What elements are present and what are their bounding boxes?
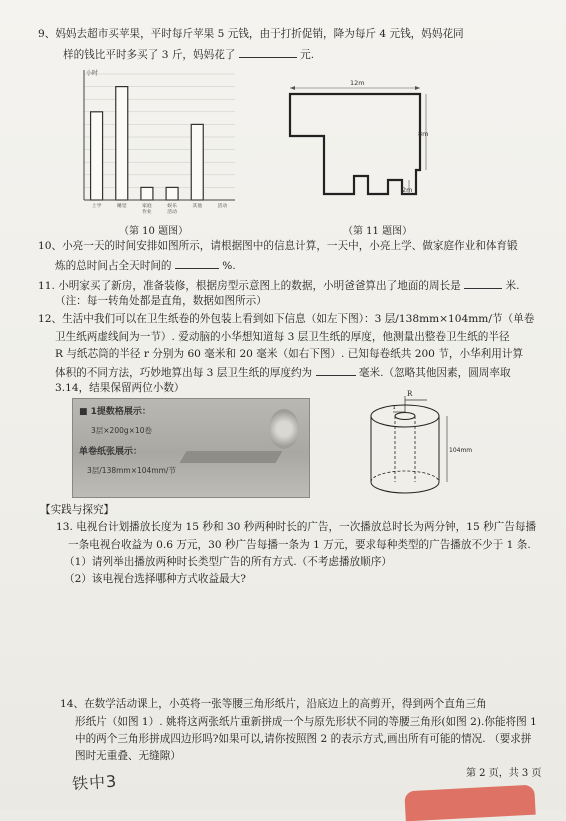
bar-1 — [116, 87, 128, 200]
category-label: 活动 — [167, 210, 177, 215]
q9-line1: 9、妈妈去超市买苹果，平时每斤苹果 5 元钱，由于打折促销，降为每斤 4 元钱，妈妈花同 — [38, 28, 464, 40]
q11-line1 — [38, 277, 520, 293]
q12-line5: 3.14，结果保留两位小数） — [55, 382, 185, 394]
q11-text: 11. 小明家买了新房，准备装修，根据房型示意图上的数据，小明爸爸算出了地面的周长是 — [38, 280, 461, 292]
height-label: 8m — [418, 130, 429, 138]
q13-part2: （2）该电视台选择哪种方式收益最大? — [64, 573, 246, 585]
section-header: 【实践与探究】 — [40, 504, 115, 516]
photo-label-1: ■ 1提数格展示： — [79, 407, 151, 417]
q12-text-2: 毫米.（忽略其他因素，圆周率取 — [358, 367, 511, 379]
outer-bottom-arc — [371, 482, 439, 493]
arrow-right-icon — [415, 86, 420, 90]
q11-answer-blank[interactable] — [464, 277, 502, 289]
category-label: 睡觉 — [116, 204, 127, 209]
q12-line2: 卫生纸两虚线间为一节）. 爱动脑的小华想知道每 3 层卫生纸的厚度，他测量出整卷卫生纸的半径 — [55, 331, 510, 343]
q13-part1: （1）请列举出播放两种时长类型广告的所有方式.（不考虑播放顺序） — [64, 556, 392, 568]
bar-2 — [141, 187, 153, 200]
q12-answer-blank[interactable] — [316, 364, 356, 376]
q13-line2: 一条电视台收益为 0.6 万元，30 秒广告每播一条为 1 万元，要求每种类型的广告播放不少于 1 条. — [68, 539, 531, 551]
tissue-package-photo — [72, 398, 310, 498]
q12-line1: 12、生活中我们可以在卫生纸卷的外包装上看到如下信息（如左下图）：3 层/138mm×104mm/节（单卷 — [38, 313, 535, 325]
bar-0 — [91, 112, 103, 200]
fig10-caption: （第 10 题图） — [119, 226, 189, 237]
r-label: r — [393, 403, 397, 411]
photo-spec-2: 3层/138mm×104mm/节 — [87, 466, 176, 475]
height-label: 104mm — [449, 447, 473, 454]
q10-answer-blank[interactable] — [175, 257, 219, 269]
handwritten-signature: 铁中3 — [71, 771, 118, 794]
q9-line2 — [63, 46, 314, 62]
q11-note: （注：每一转角处都是直角，数据如图所示） — [55, 295, 267, 307]
fig11-caption: （第 11 题图） — [343, 226, 413, 237]
fig11-floor-plan — [284, 72, 434, 212]
q14-line1: 14、在数学活动课上，小英将一张等腰三角形纸片，沿底边上的高剪开，得到两个直角三角 — [60, 698, 487, 710]
category-label: 活动 — [217, 204, 228, 209]
q10-line1: 10、小亮一天的时间安排如图所示，请根据图中的信息计算，一天中，小亮上学、做家庭作业和体育锻 — [38, 240, 518, 252]
chart-bars — [91, 87, 204, 200]
q13-line1: 13. 电视台计划播放长度为 15 秒和 30 秒两种时长的广告，一次播放总时长为两分钟，15 秒广告每播 — [56, 521, 537, 533]
R-label: R — [407, 390, 413, 398]
arrow-left-icon — [290, 86, 295, 90]
step-label: 2m — [402, 186, 413, 194]
floor-outline — [290, 94, 420, 194]
q9-text: 样的钱比平时多买了 3 斤，妈妈花了 — [63, 49, 236, 61]
category-label: 其他 — [192, 204, 203, 209]
bar-4 — [191, 124, 203, 200]
q9-unit: 元. — [300, 49, 315, 61]
chart-category-labels — [92, 202, 228, 215]
photo-label-2: 单卷纸张展示： — [79, 447, 143, 457]
tissue-roll-diagram — [355, 386, 475, 504]
category-label: 上学 — [91, 204, 102, 209]
width-label: 12m — [350, 79, 365, 87]
q10-unit: %. — [222, 260, 236, 272]
category-label: 家庭 — [142, 204, 152, 209]
photo-spec-1: 3层×200g×10卷 — [91, 426, 152, 435]
outer-bottom-hidden-arc — [371, 471, 439, 482]
bar-3 — [166, 187, 178, 200]
q14-line3: 中的两个三角形拼成四边形吗?如果可以,请你按照图 2 的表示方式,画出所有可能的情况. （要求拼 — [75, 733, 532, 745]
q14-line2: 形纸片（如图 1）. 姚将这两张纸片重新拼成一个与原先形状不同的等腰三角形(如图 2).你能将图 1 — [75, 716, 537, 728]
q10-line2 — [55, 257, 236, 273]
q10-text: 炼的总时间占全天时间的 — [55, 260, 172, 272]
q12-text: 体积的不同方法，巧妙地算出每 3 层卫生纸的厚度约为 — [55, 367, 313, 379]
q14-line4: 图时无重叠、无缝隙） — [75, 750, 181, 762]
q12-line3: R 与纸芯筒的半径 r 分别为 60 毫米和 20 毫米（如右下图）. 已知每卷纸共 200 节，小华利用计算 — [55, 348, 524, 360]
inner-top-ellipse — [395, 413, 415, 420]
page-number: 第 2 页，共 3 页 — [466, 768, 542, 779]
y-axis-label: 小时 — [86, 70, 99, 77]
category-label: 娱乐 — [167, 204, 177, 209]
fig10-bar-chart — [70, 66, 242, 216]
q9-answer-blank[interactable] — [239, 46, 297, 58]
tissue-sheet-image — [180, 451, 283, 463]
q12-line4 — [55, 364, 511, 380]
tissue-roll-image — [269, 409, 299, 449]
category-label: 作业 — [142, 210, 152, 215]
q11-unit: 米. — [505, 280, 520, 292]
red-stamp — [404, 785, 535, 821]
chart-grid — [84, 74, 235, 187]
